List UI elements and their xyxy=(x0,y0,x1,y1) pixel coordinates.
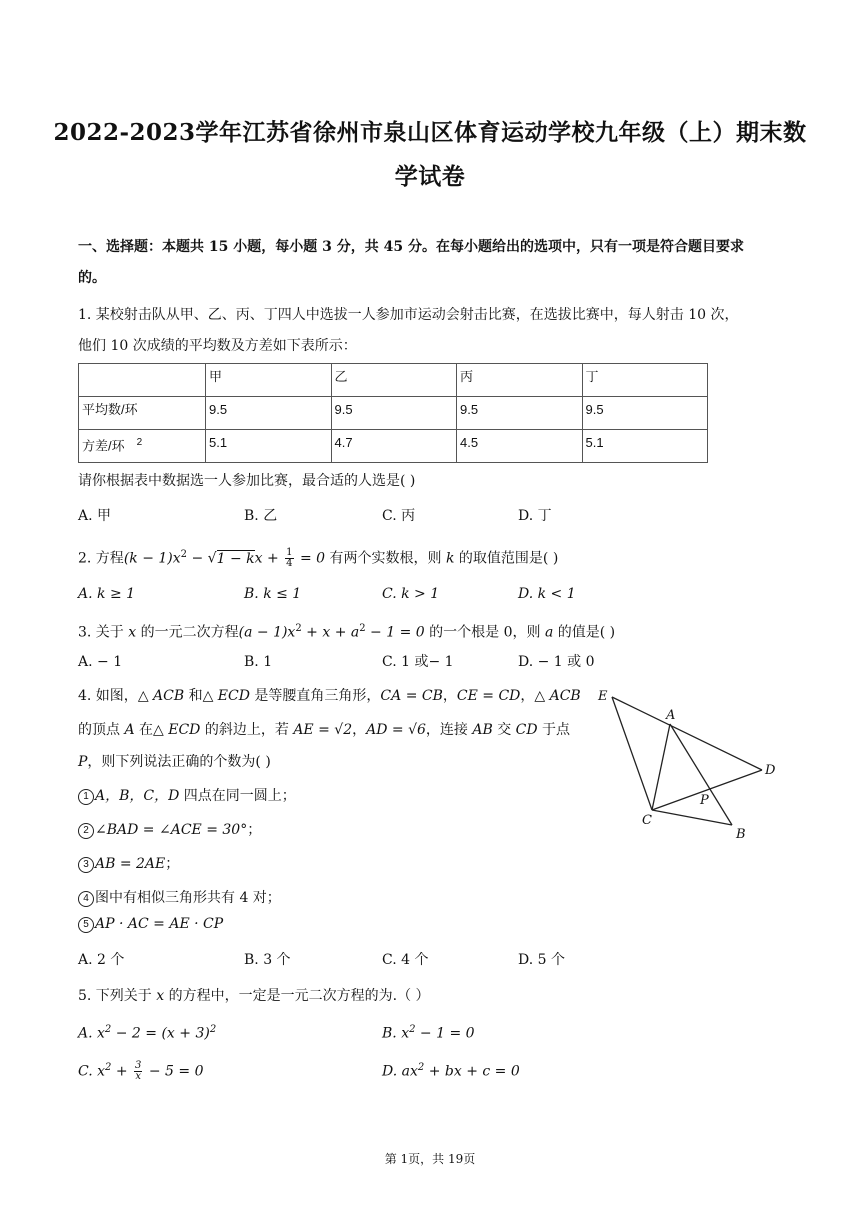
q4-math: AB = 2AE xyxy=(95,856,166,872)
q2-option-d: D. k < 1 xyxy=(518,586,576,602)
q4-math: CD xyxy=(515,722,538,738)
q4-text: ； xyxy=(247,822,262,838)
q4-text: ，则下列说法正确的个数为( ) xyxy=(87,754,271,770)
q4-math: A，B，C，D xyxy=(95,788,180,804)
q5-b-part: − 1 = 0 xyxy=(415,1025,475,1042)
circled-number-5: 5 xyxy=(78,917,94,933)
q2-eq-d: = 0 xyxy=(295,550,326,567)
segment-AB xyxy=(670,724,732,825)
q1-option-b: B. 乙 xyxy=(244,508,278,524)
title-line1: 2022-2023学年江苏省徐州市泉山区体育运动学校九年级（上）期末数 xyxy=(53,119,807,146)
table-cell: 平均数/环 xyxy=(79,397,206,430)
q2-option-c: C. k > 1 xyxy=(382,586,440,602)
q4-text: 四点在同一圆上； xyxy=(179,788,296,804)
q4-statement-5 xyxy=(78,914,223,934)
q2-eq-a: (k − 1)x xyxy=(123,550,181,567)
q5-b-part: B. x xyxy=(382,1025,410,1042)
q2-sqrt-radicand: 1 − k xyxy=(216,550,255,567)
table-cell: 9.5 xyxy=(582,397,708,430)
q4-option-d: D. 5 个 xyxy=(518,952,565,968)
q1-option-d: D. 丁 xyxy=(518,508,552,524)
q3-suffix: 的一个根是 0，则 xyxy=(424,624,545,641)
q4-text: 于点 xyxy=(537,722,571,738)
q4-line1 xyxy=(78,686,581,706)
q5-option-b xyxy=(382,1020,475,1044)
q4-math: AP · AC = AE · CP xyxy=(95,916,224,932)
q5-var: x xyxy=(156,988,165,1004)
q5-c-fraction xyxy=(134,1061,142,1082)
q4-math: ∠BAD = ∠ACE = 30° xyxy=(95,822,248,838)
q3-prefix: 3. 关于 xyxy=(78,624,129,641)
q1-option-c: C. 丙 xyxy=(382,508,416,524)
q5-sup: 2 xyxy=(409,1024,416,1035)
q2-suffix: 有两个实数根，则 xyxy=(325,550,446,567)
q4-line2 xyxy=(78,720,570,740)
q4-math: △ ECD xyxy=(153,722,201,738)
q5-text: 的方程中，一定是一元二次方程的为.（ ） xyxy=(164,988,430,1004)
q4-text: 交 xyxy=(492,722,516,738)
label-P: P xyxy=(700,793,709,808)
label-C: C xyxy=(642,813,652,828)
q1-question: 请你根据表中数据选一人参加比赛，最合适的人选是( ) xyxy=(78,473,416,489)
title-line2: 学试卷 xyxy=(394,163,466,190)
q4-math: P xyxy=(78,754,88,770)
q5-option-c xyxy=(78,1058,203,1082)
q5-c-part: + xyxy=(111,1063,133,1080)
q3-sup2: 2 xyxy=(359,623,366,634)
q5-c-part: − 5 = 0 xyxy=(144,1063,204,1080)
label-B: B xyxy=(736,827,746,842)
table-cell xyxy=(79,430,206,463)
segment-AC xyxy=(652,724,670,810)
circled-number-4: 4 xyxy=(78,891,94,907)
q4-text: 在 xyxy=(134,722,154,738)
q2-line xyxy=(78,545,558,569)
q3-sup1: 2 xyxy=(295,623,302,634)
q5-a-part: A. x xyxy=(78,1025,105,1042)
q4-math: △ ACB xyxy=(534,688,581,704)
section-heading-line1: 一、选择题：本题共 15 小题，每小题 3 分，共 45 分。在每小题给出的选项中，只有一项是符合题目要求 xyxy=(78,239,744,255)
q4-math: AD = √6 xyxy=(366,722,426,738)
segment-CB xyxy=(652,810,732,825)
q2-option-b: B. k ≤ 1 xyxy=(244,586,302,602)
q4-text: ， xyxy=(442,688,457,704)
q4-statement-3 xyxy=(78,854,179,874)
q3-option-a: A. − 1 xyxy=(78,654,123,670)
q3-mid: 的一元二次方程 xyxy=(136,624,239,641)
q5-d-part: + bx + c = 0 xyxy=(424,1063,520,1080)
q5-sup: 2 xyxy=(209,1024,217,1035)
q1-line1: 1. 某校射击队从甲、乙、丙、丁四人中选拔一人参加市运动会射击比赛，在选拔比赛中，每人射击 10 次， xyxy=(78,307,739,323)
q2-eq-c: x + xyxy=(254,550,284,567)
q2-frac-num: 1 xyxy=(286,547,293,559)
q4-text: 的顶点 xyxy=(78,722,125,738)
q5-sup: 2 xyxy=(417,1062,425,1073)
q4-text: ，连接 xyxy=(425,722,473,738)
q5-option-a xyxy=(78,1020,216,1044)
page-footer: 第 1页，共 19页 xyxy=(384,1152,476,1166)
q3-option-c: C. 1 或− 1 xyxy=(382,654,454,670)
q2-option-a: A. k ≥ 1 xyxy=(78,586,136,602)
q5-text: 5. 下列关于 xyxy=(78,988,157,1004)
q4-math: A xyxy=(124,722,135,738)
q3-var-a: a xyxy=(544,624,554,641)
q4-math: CA = CB xyxy=(380,688,443,704)
label-A: A xyxy=(666,708,676,723)
score-table xyxy=(78,363,708,463)
q4-text: 的斜边上，若 xyxy=(200,722,294,738)
q2-var: k xyxy=(445,550,455,567)
q3-eq1: (a − 1)x xyxy=(238,624,296,641)
q5-c-frac-num: 3 xyxy=(135,1060,142,1072)
q4-option-a: A. 2 个 xyxy=(78,952,125,968)
q5-c-part: C. x xyxy=(78,1063,106,1080)
q3-option-d: D. − 1 或 0 xyxy=(518,654,595,670)
q4-option-b: B. 3 个 xyxy=(244,952,291,968)
q2-suffix2: 的取值范围是( ) xyxy=(454,550,559,567)
q4-math: CE = CD xyxy=(456,688,521,704)
q5-sup: 2 xyxy=(105,1062,112,1073)
geometry-figure xyxy=(592,682,792,847)
q3-eq2: + x + a xyxy=(301,624,360,641)
q2-fraction xyxy=(285,548,293,569)
q4-text: 4. 如图， xyxy=(78,688,138,704)
table-cell: 5.1 xyxy=(582,430,708,463)
label-D: D xyxy=(765,763,776,778)
section-heading-line2: 的。 xyxy=(78,270,106,286)
table-header-row xyxy=(79,364,708,397)
q4-math: AB xyxy=(472,722,493,738)
q3-option-b: B. 1 xyxy=(244,654,273,670)
q4-line3 xyxy=(78,752,271,772)
q4-text: 是等腰直角三角形， xyxy=(249,688,381,704)
q4-math: AE = √2 xyxy=(293,722,353,738)
table-cell xyxy=(79,364,206,397)
q5-sup: 2 xyxy=(104,1024,112,1035)
q4-text: 图中有相似三角形共有 4 对； xyxy=(95,890,281,906)
q3-suffix2: 的值是( ) xyxy=(553,624,616,641)
table-cell: 9.5 xyxy=(206,397,332,430)
q5-d-part: D. ax xyxy=(382,1063,418,1080)
circled-number-2: 2 xyxy=(78,823,94,839)
q4-math: △ ECD xyxy=(202,688,250,704)
q3-eq3: − 1 = 0 xyxy=(365,624,425,641)
table-cell: 甲 xyxy=(206,364,332,397)
q5-a-part: − 2 = (x + 3) xyxy=(111,1025,210,1042)
q5-c-frac-den: x xyxy=(135,1071,142,1083)
table-cell: 5.1 xyxy=(206,430,332,463)
q5-line xyxy=(78,986,430,1006)
q1-line2: 他们 10 次成绩的平均数及方差如下表所示： xyxy=(78,338,357,354)
table-row xyxy=(79,430,708,463)
q4-option-c: C. 4 个 xyxy=(382,952,429,968)
variance-unit-superscript: 2 xyxy=(136,437,143,448)
table-cell: 丙 xyxy=(457,364,583,397)
q4-statement-1 xyxy=(78,786,296,806)
table-cell: 4.7 xyxy=(331,430,457,463)
q5-option-d xyxy=(382,1058,520,1082)
q4-math: △ ACB xyxy=(137,688,185,704)
q4-text: ， xyxy=(520,688,535,704)
q3-line xyxy=(78,619,615,643)
q1-option-a: A. 甲 xyxy=(78,508,112,524)
q3-var-x: x xyxy=(128,624,137,641)
q4-text: ； xyxy=(165,856,180,872)
table-cell: 丁 xyxy=(582,364,708,397)
q4-statement-2 xyxy=(78,820,261,840)
q2-eq-b: − xyxy=(187,550,208,567)
q2-frac-den: 4 xyxy=(286,558,293,570)
q2-sqrt: √1 − k xyxy=(207,550,255,567)
q4-statement-4 xyxy=(78,888,281,908)
label-E: E xyxy=(598,689,608,704)
table-cell: 9.5 xyxy=(457,397,583,430)
q4-text: ， xyxy=(352,722,367,738)
q2-prefix: 2. 方程 xyxy=(78,550,124,567)
circled-number-1: 1 xyxy=(78,789,94,805)
q2-sup: 2 xyxy=(180,549,188,560)
table-cell: 乙 xyxy=(331,364,457,397)
variance-label: 方差/环 xyxy=(82,438,125,454)
table-cell: 9.5 xyxy=(331,397,457,430)
table-cell: 4.5 xyxy=(457,430,583,463)
q4-text: 和 xyxy=(184,688,203,704)
circled-number-3: 3 xyxy=(78,857,94,873)
table-row xyxy=(79,397,708,430)
